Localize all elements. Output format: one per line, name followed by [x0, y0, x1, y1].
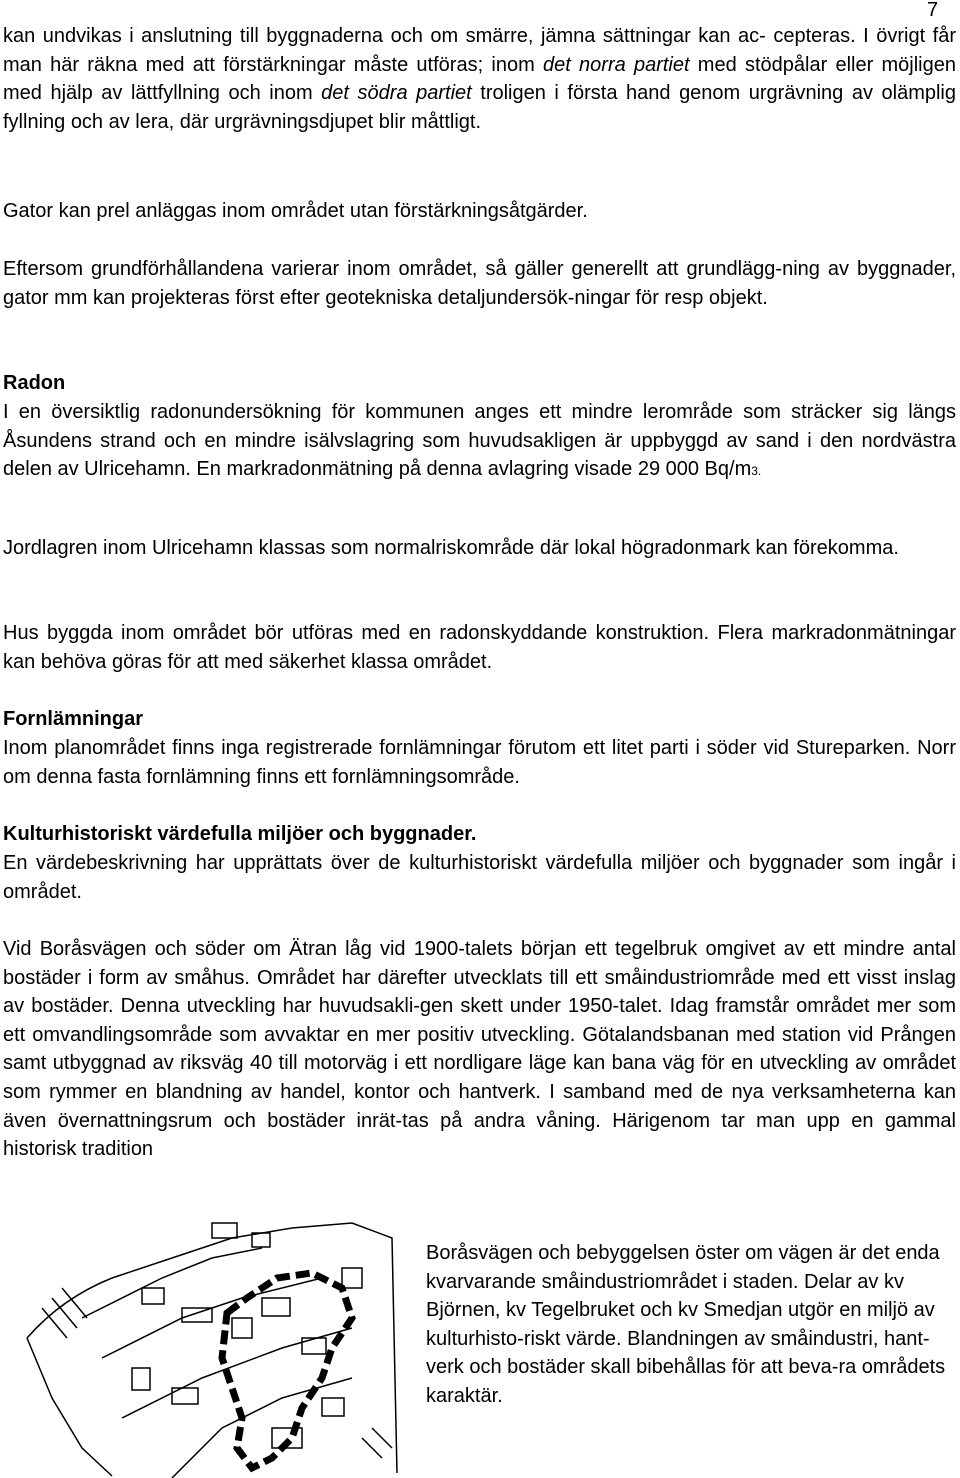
area-map	[22, 1218, 402, 1478]
radon-paragraph: I en översiktlig radonundersökning för kommunen anges ett mindre lerområde som sträcker sig längs Åsundens strand och en mindre isälvslagring som huvudsakligen är uppbyggd av sand i den nordvästra delen av Ulricehamn. En markradonmätning på denna avlagring visade 29 000 Bq/m3.	[3, 401, 956, 481]
fornlamningar-heading: Fornlämningar	[3, 708, 144, 730]
fornlamningar-paragraph: Inom planområdet finns inga registrerade fornlämningar förutom ett litet parti i söder vid Stureparken. Norr om denna fasta fornlämning finns ett fornlämningsområde.	[3, 737, 956, 788]
kultur-heading: Kulturhistoriskt värdefulla miljöer och byggnader.	[3, 823, 477, 845]
kultur-paragraph-2: Vid Boråsvägen och söder om Ätran låg vid 1900-talets början ett tegelbruk omgivet av ett mindre antal bostäder i form av småhus. Området har därefter utvecklats till ett småindustriområde med ett visst inslag av bostäder. Denna utveckling har huvudsakli-gen skett under 1950-talet. Idag framstår området mer som ett omvandlingsområde som avvaktar en mer positiv utveckling. Götalandsbanan med station vid Prången samt utbyggnad av riksväg 40 till motorväg i ett nordligare läge kan bana väg för en utveckling av området som rymmer en blandning av handel, kontor och hantverk. I samband med de nya verksamheterna kan även övernattningsrum och bostäder inrät-tas på andra våning. Härigenom tar man upp en gammal historisk tradition	[3, 938, 956, 1161]
gator-paragraph: Gator kan prel anläggas inom området utan förstärkningsåtgärder.	[3, 200, 588, 222]
radon-paragraph-3: Hus byggda inom området bör utföras med en radonskyddande konstruktion. Flera markradonmätningar kan behöva göras för att med säkerhet klassa området.	[3, 622, 956, 673]
grund-paragraph: Eftersom grundförhållandena varierar inom området, så gäller generellt att grundlägg-ning av byggnader, gator mm kan projekteras först efter geotekniska detaljundersök-ningar för resp objekt.	[3, 258, 956, 309]
radon-heading: Radon	[3, 372, 66, 394]
kultur-paragraph: En värdebeskrivning har upprättats över de kulturhistoriskt värdefulla miljöer och byggnader som ingår i området.	[3, 852, 956, 903]
page-number: 7	[927, 0, 939, 21]
geotech-paragraph: kan undvikas i anslutning till byggnaderna och om smärre, jämna sättningar kan ac- cepteras. I övrigt får man här räkna med att förstärkningar måste utföras; inom det norra partiet med stödpålar eller möjligen med hjälp av lättfyllning och inom det södra partiet troligen i första hand genom urgrävning av olämplig fyllning och av lera, där urgrävningsdjupet blir måttligt.	[3, 25, 956, 133]
radon-paragraph-2: Jordlagren inom Ulricehamn klassas som normalriskområde där lokal högradonmark kan förekomma.	[3, 537, 899, 559]
map-caption: Boråsvägen och bebyggelsen öster om vägen är det enda kvarvarande småindustriområdet i staden. Delar av kv Björnen, kv Tegelbruket och kv Smedjan utgör en miljö av kulturhisto-riskt värde. Blandningen av småindustri, hant-verk och bostäder skall bibehållas för att beva-ra områdets karaktär.	[426, 1242, 946, 1407]
